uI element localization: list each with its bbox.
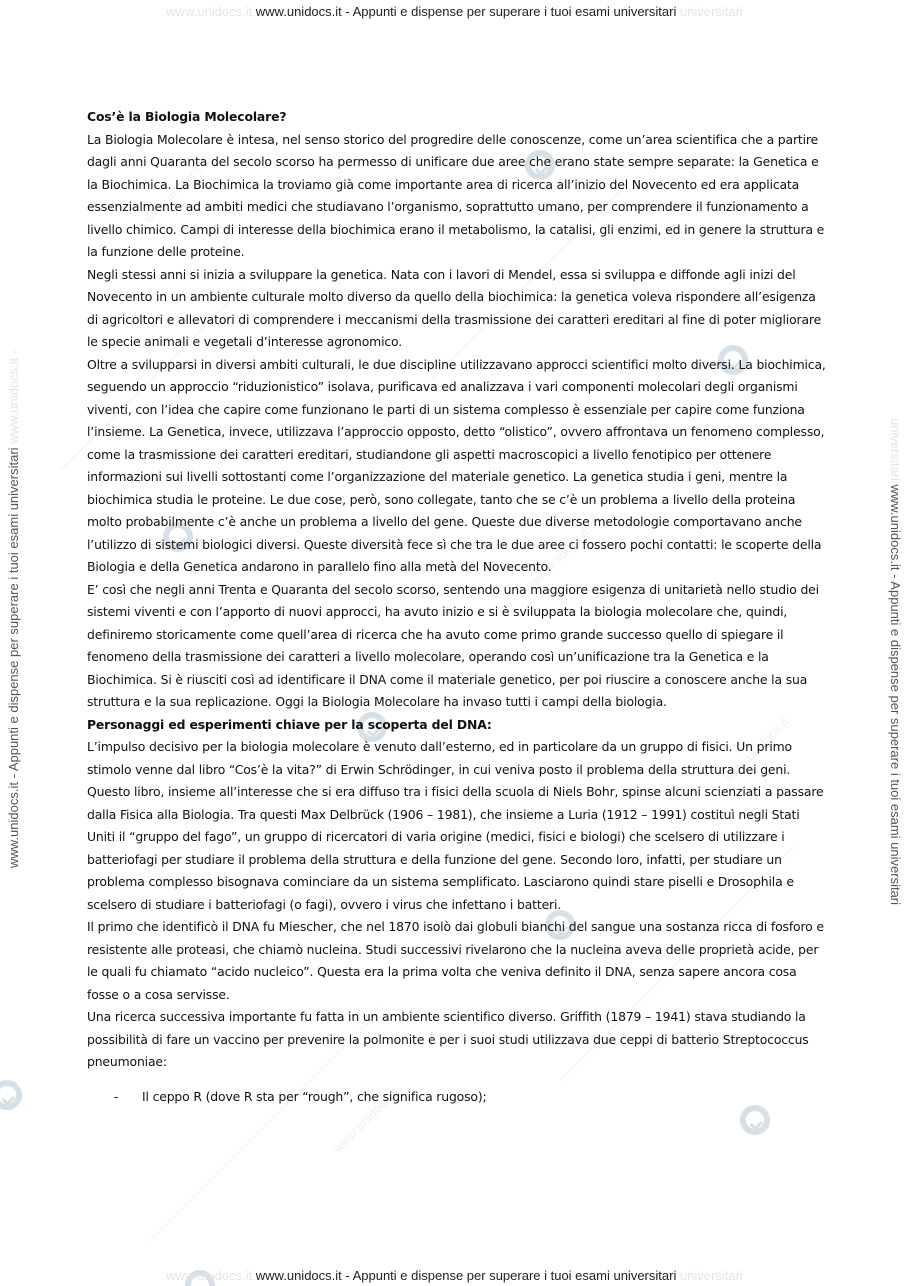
footer-banner — [0, 1268, 909, 1283]
list-item-text: Il ceppo R (dove R sta per “rough”, che significa rugoso); — [142, 1088, 487, 1104]
watermark-logo-icon — [0, 1080, 22, 1110]
side-banner-right — [888, 418, 903, 905]
watermark-text: www.unidocs.it — [720, 714, 792, 786]
side-left-text: www.unidocs.it - Appunti e dispense per superare i tuoi esami universitari — [6, 447, 21, 868]
list-item — [87, 1086, 827, 1109]
section-heading-biologia-molecolare: Cos’è la Biologia Molecolare? — [87, 109, 287, 124]
side-banner-left — [6, 350, 21, 868]
side-right-ghost: universitari — [888, 418, 903, 481]
header-ghost-right: universitari — [679, 4, 743, 19]
paragraph: Una ricerca successiva importante fu fatta in un ambiente scientifico diverso. Griffith (1879 – 1941) stava studiando la possibilità di fare un vaccino per prevenire la polmonite e per i suoi studi utilizzava due ceppi di batterio Streptococcus pneumoniae: — [87, 1009, 809, 1069]
watermark-text: www.unidocs.it — [520, 524, 592, 596]
section-heading-scoperta-dna: Personaggi ed esperimenti chiave per la scoperta del DNA: — [87, 716, 492, 732]
bullet-list — [87, 1086, 827, 1109]
paragraph: La Biologia Molecolare è intesa, nel senso storico del progredire delle conoscenze, come un’area scientifica che a partire dagli anni Quaranta del secolo scorso ha permesso di unificare due aree che erano state sempre separate: la Genetica e la Biochimica. La Biochimica la troviamo già come importante area di ricerca all’inizio del Novecento ed era applicata essenzialmente ad ambiti medici che studiavano l’organismo, soprattutto umano, per comprendere il funzionamento a livello chimico. Campi di interesse della biochimica erano il metabolismo, la catalisi, gli enzimi, ed in genere la struttura e la funzione delle proteine. — [87, 131, 825, 259]
watermark-text: www.unidocs.it — [330, 1084, 402, 1156]
header-banner-text: www.unidocs.it - Appunti e dispense per superare i tuoi esami universitari — [255, 4, 677, 19]
footer-banner-text: www.unidocs.it - Appunti e dispense per superare i tuoi esami universitari — [255, 1268, 677, 1283]
paragraph: L’impulso decisivo per la biologia molecolare è venuto dall’esterno, ed in particolare da un gruppo di fisici. Un primo stimolo venne dal libro “Cos’è la vita?” di Erwin Schrödinger, in cui veniva posto il problema della struttura dei geni. Questo libro, insieme all’interesse che si era diffuso tra i fisici della scuola di Niels Bohr, spinse alcuni scienziati a passare dalla Fisica alla Biologia. Tra questi Max Delbrück (1906 – 1981), che insieme a Luria (1912 – 1991) costituì negli Stati Uniti il “gruppo del fago”, un gruppo di ricercatori di varia origine (medici, fisici e biologi) che scelsero di utilizzare i batteriofagi per studiare il problema della struttura e della funzione del gene. Secondo loro, infatti, per studiare un problema complesso bisognava cominciare da un sistema semplificato. Lasciarono quindi stare piselli e Drosophila e scelsero di studiare i batteriofagi (o fagi), ovvero i virus che infettano i batteri. — [87, 739, 824, 912]
document-body — [87, 106, 827, 1108]
header-banner — [0, 4, 909, 19]
watermark-logo-icon — [740, 1105, 770, 1135]
side-right-text: www.unidocs.it - Appunti e dispense per superare i tuoi esami universitari — [888, 484, 903, 906]
paragraph: Negli stessi anni si inizia a sviluppare la genetica. Nata con i lavori di Mendel, essa si sviluppa e diffonde agli inizi del Novecento in un ambiente culturale molto diverso da quello della biochimica: la genetica voleva rispondere all’esigenza di agricoltori e allevatori di comprendere i meccanismi della trasmissione dei caratteri ereditari al fine di poter migliorare le specie animali e vegetali d’interesse agronomico. — [87, 266, 822, 349]
side-left-ghost: www.unidocs.it - — [6, 349, 21, 444]
header-ghost-left: www.unidocs.it — [166, 4, 253, 19]
footer-ghost-right: universitari — [679, 1268, 743, 1283]
footer-ghost-left: www.unidocs.it — [166, 1268, 253, 1283]
paragraph: Oltre a svilupparsi in diversi ambiti culturali, le due discipline utilizzavano approcci scientifici molto diversi. La biochimica, seguendo un approccio “riduzionistico” isolava, purificava ed analizzava i vari componenti molecolari degli organismi viventi, con l’idea che capire come funzionano le parti di un sistema complesso è essenziale per capire come funziona l’insieme. La Genetica, invece, utilizzava l’approccio opposto, detto “olistico”, ovvero affrontava un fenomeno complesso, come la trasmissione dei caratteri ereditari, studiandone gli aspetti macroscopici a livello fenotipico per ottenere informazioni sui livelli sottostanti come l’organizzazione del materiale genetico. La genetica studia i geni, mentre la biochimica studia le proteine. Le due cose, però, sono collegate, tanto che se c’è un problema a livello della proteina molto probabilmente c’è anche un problema a livello del gene. Queste due diverse metodologie comportavano anche l’utilizzo di sistemi biologici diversi. Queste diversità fece sì che tra le due aree ci fossero pochi contatti: le scoperte della Biologia e della Genetica andarono in parallelo fino alla metà del Novecento. — [87, 356, 826, 574]
bullet-marker: - — [114, 1088, 119, 1104]
paragraph: Il primo che identificò il DNA fu Miescher, che nel 1870 isolò dai globuli bianchi del sangue una sostanza ricca di fosforo e resistente alle proteasi, che chiamò nucleina. Studi successivi rivelarono che la nucleina aveva delle proprietà acide, per le quali fu chiamato “acido nucleico”. Questa era la prima volta che veniva definito il DNA, senza sapere ancora cosa fosse o a cosa servisse. — [87, 919, 824, 1002]
watermark-text: www.unidocs.it — [140, 154, 212, 226]
paragraph: E’ così che negli anni Trenta e Quaranta del secolo scorso, sentendo una maggiore esigenza di unitarietà nello studio dei sistemi viventi e con l’apporto di nuovi approcci, ha avuto inizio e si è sviluppata la biologia molecolare che, quindi, definiremo storicamente come quell’area di ricerca che ha avuto come primo grande successo quello di spiegare il fenomeno della trasmissione dei caratteri a livello molecolare, operando così un’unificazione tra la Genetica e la Biochimica. Si è riusciti così ad identificare il DNA come il materiale genetico, per poi riuscire a conoscere anche la sua struttura e la sua replicazione. Oggi la Biologia Molecolare ha invaso tutti i campi della biologia. — [87, 581, 819, 709]
